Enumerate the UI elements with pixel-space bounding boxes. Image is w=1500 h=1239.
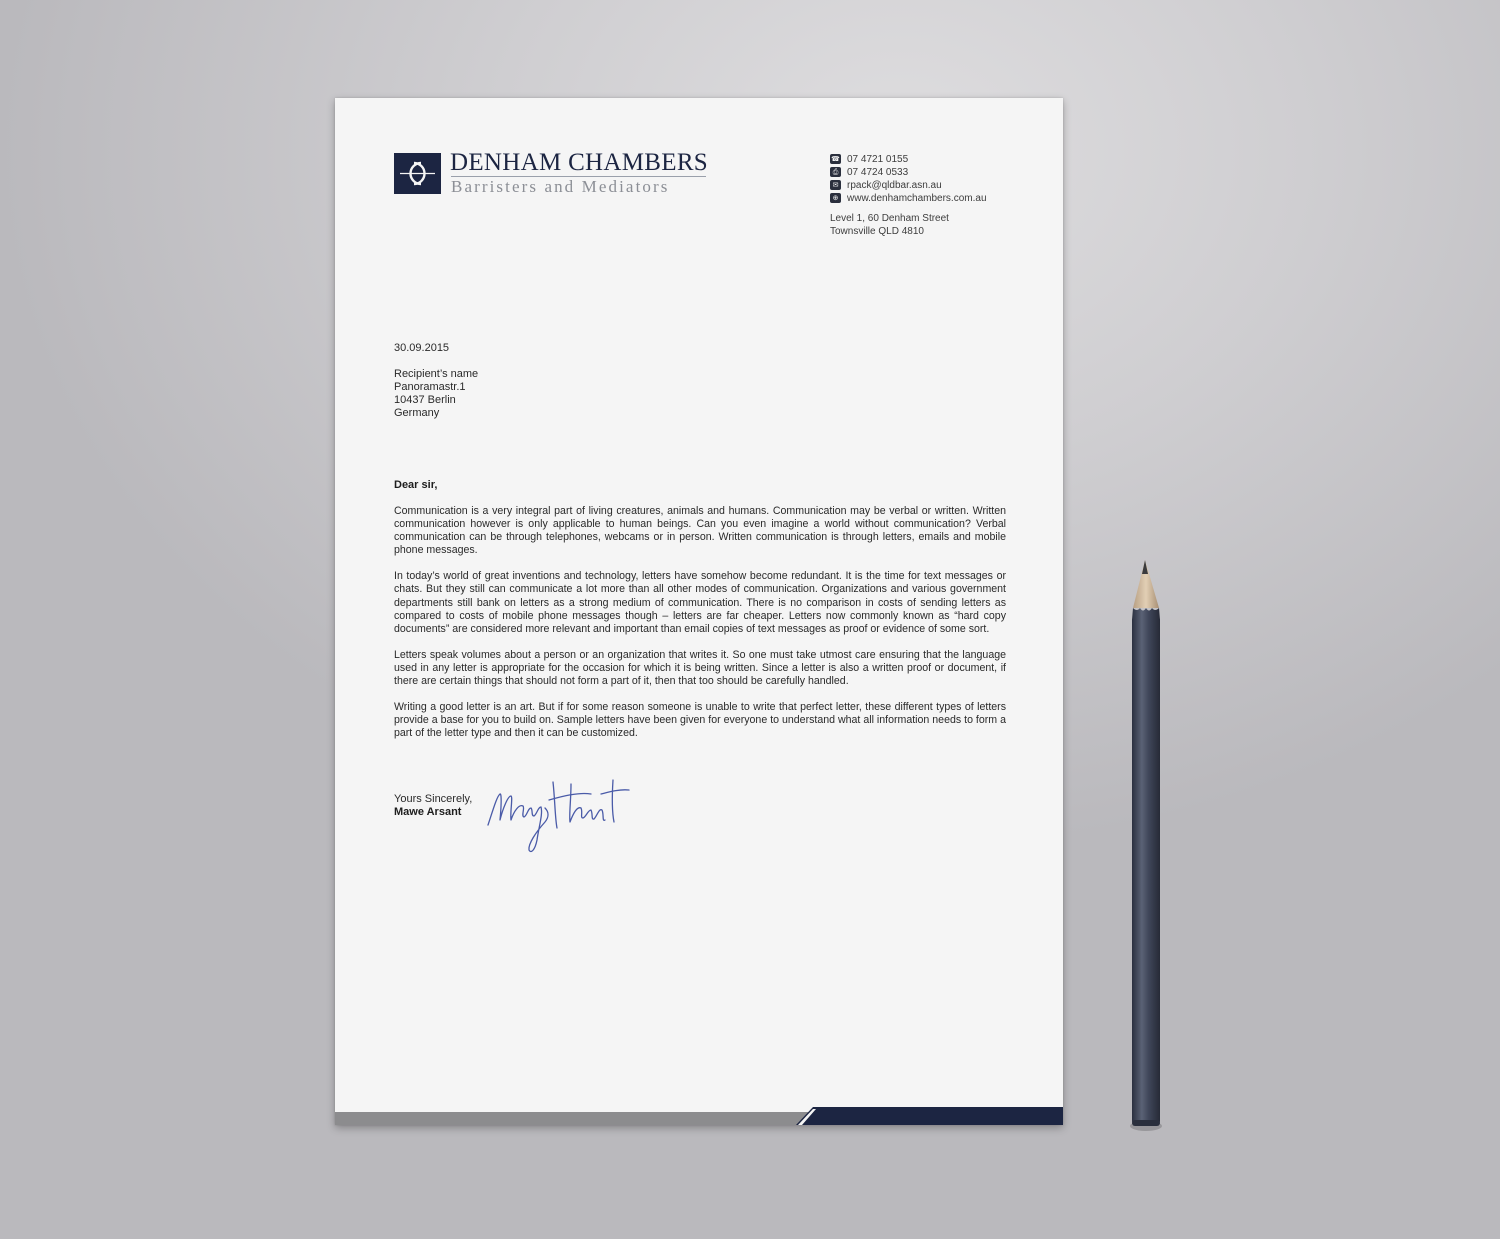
recipient-address — [394, 368, 478, 420]
letter-closing — [394, 793, 472, 819]
recipient-line: 10437 Berlin — [394, 394, 456, 406]
email-icon: ✉ — [830, 180, 841, 190]
firm-name: DENHAM CHAMBERS — [450, 149, 709, 176]
handwritten-signature — [483, 770, 643, 860]
logo-monogram — [394, 153, 441, 194]
body-paragraph: In today’s world of great inventions and technology, letters have somehow become redundant. It is the time for text messages or chats. But they still can communicate a lot more than all other modes of communication. Organizations and various government departments still bank on letters as a strong medium of communication. There is no comparison in costs of sending letters as compared to costs of mobile phone messages though – letters are far cheaper. Letters now commonly known as “hard copy documents” are considered more relevant and important than email copies of text messages as proof or evidence of some sort. — [394, 570, 1006, 635]
body-paragraph: Communication is a very integral part of living creatures, animals and humans. Communication may be verbal or written. Written communication however is only applicable to human beings. Can you even imagine a world without communication? Verbal communication can be through telephones, webcams or in person. Written communication is through letters, emails and mobile phone messages. — [394, 505, 1006, 557]
contact-web — [830, 192, 1050, 205]
contact-fax — [830, 166, 1050, 179]
dc-monogram-icon — [394, 153, 441, 194]
email-address: rpack@qldbar.asn.au — [847, 180, 942, 191]
contact-phone — [830, 153, 1050, 166]
fax-icon: ⎙ — [830, 167, 841, 177]
letter-body — [394, 505, 1006, 753]
letter-date: 30.09.2015 — [394, 342, 450, 354]
web-icon: ⊕ — [830, 193, 841, 203]
closing-phrase: Yours Sincerely, — [394, 793, 473, 805]
contact-email — [830, 179, 1050, 192]
salutation: Dear sir, — [394, 479, 438, 491]
body-paragraph: Letters speak volumes about a person or an organization that writes it. So one must take utmost care ensuring that the language used in any letter is appropriate for the occasion for which it is being written. Since a letter is also a written proof or document, if there are certain things that should not form a part of it, then that too should be carefully handled. — [394, 648, 1006, 688]
address-line: Level 1, 60 Denham Street — [830, 213, 949, 224]
recipient-line: Germany — [394, 407, 440, 419]
website-url: www.denhamchambers.com.au — [847, 193, 987, 204]
recipient-line: Panoramastr.1 — [394, 381, 466, 393]
firm-address — [830, 212, 1050, 238]
body-paragraph: Writing a good letter is an art. But if for some reason someone is unable to write that perfect letter, these different types of letters provide a base for you to build on. Sample letters have been given for everyone to understand what all information needs to form a part of the letter type and then it can be customized. — [394, 701, 1006, 740]
firm-logo — [394, 149, 714, 197]
phone-number: 07 4721 0155 — [847, 154, 909, 165]
footer-navy-band — [335, 1107, 1063, 1125]
fax-number: 07 4724 0533 — [847, 167, 909, 178]
contact-block — [830, 153, 1050, 238]
phone-icon: ☎ — [831, 155, 840, 163]
address-line: Townsville QLD 4810 — [830, 226, 924, 237]
pencil — [1128, 560, 1164, 1135]
signatory-name: Mawe Arsant — [394, 806, 462, 818]
letter-sheet — [335, 98, 1063, 1125]
recipient-line: Recipient’s name — [394, 368, 479, 380]
firm-tagline: Barristers and Mediators — [451, 177, 670, 196]
